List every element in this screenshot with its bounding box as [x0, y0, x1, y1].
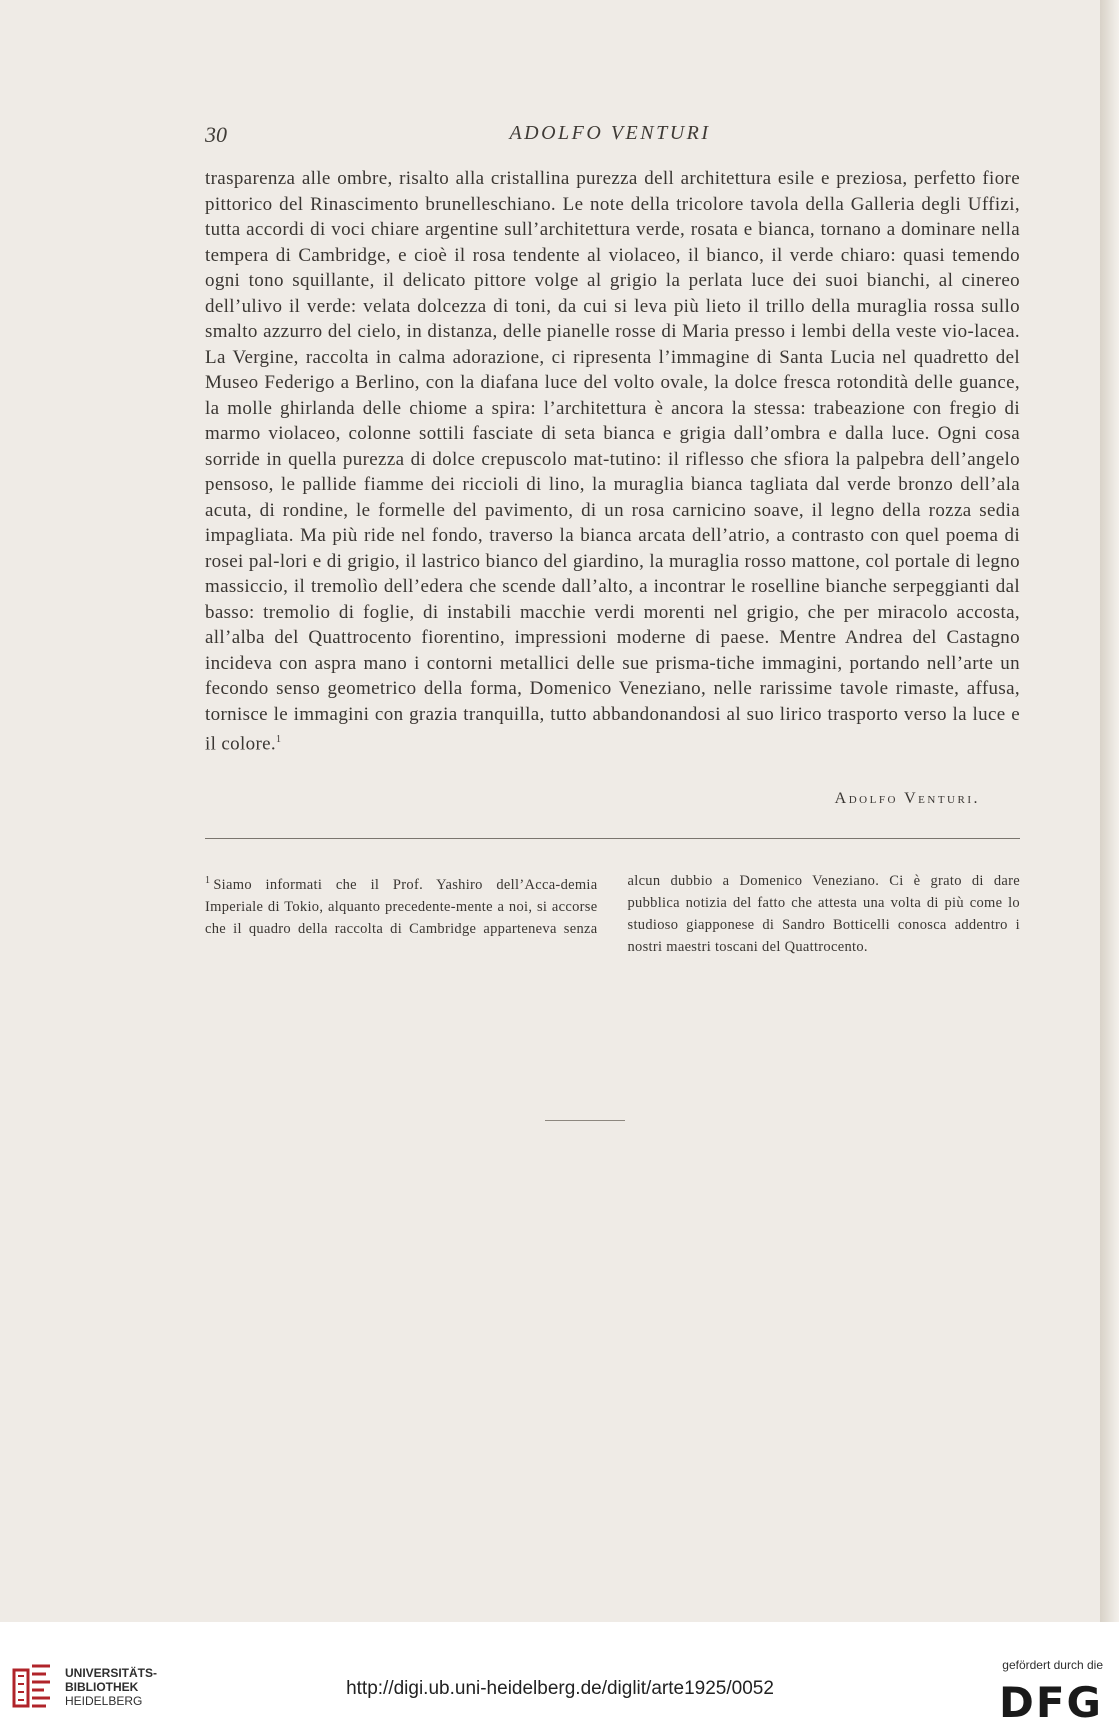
- page-edge: [1100, 0, 1119, 1622]
- dfg-logo: DFG: [998, 1678, 1103, 1727]
- end-rule: [545, 1120, 625, 1121]
- digitization-footer: [0, 1622, 1119, 1732]
- page-number: 30: [205, 122, 227, 147]
- library-name-line-3: HEIDELBERG: [65, 1694, 143, 1708]
- paragraph-text: trasparenza alle ombre, risalto alla cristallina purezza dell architettura esile e preziosa, perfetto fiore pittorico del Rinascimento brunelleschiano. Le note della tricolore tavola della Galleria degli Uffizi, tutta accordi di voci chiare argentine sull’architettura verde, rosata e bianca, tornano a dominare nella tempera di Cambridge, e cioè il rosa tendente al violaceo, il bianco, il verde chiaro: quasi temendo ogni tono squillante, il delicato pittore volge al grigio la perlata luce dei suoi bianchi, al cinereo dell’ulivo il verde: velata dolcezza di toni, da cui si leva più lieto il trillo della muraglia rossa sullo smalto azzurro del cielo, in distanza, delle pianelle rosse di Maria presso i lembi della veste vio-lacea. La Vergine, raccolta in calma adorazione, ci ripresenta l’immagine di Santa Lucia nel quadretto del Museo Federigo a Berlino, con la diafana luce del volto ovale, la dolce fresca rotondità delle guance, la molle ghirlanda delle chiome a spira: l’architettura è ancora la stessa: trabeazione con fregio di marmo violaceo, colonne sottili fasciate di seta bianca e grigia dall’ombra e dalla luce. Ogni cosa sorride in quella purezza di dolce crepuscolo mat-tutino: il riflesso che sfiora la palpebra dell’angelo pensoso, le pallide fiamme dei riccioli di lino, la muraglia bianca tagliata dal verde bronzo dell’ala acuta, di rondine, le formelle del pavimento, di un rosa carnicino soave, il legno della rozza sedia impagliata. Ma più ride nel fondo, traverso la bianca arcata dell’atrio, a contrasto con quel poema di rosei pal-lori e di grigio, il lastrico bianco del giardino, la muraglia rosso mattone, col portale di legno massiccio, il tremolìo dell’edera che scende dall’alto, a incontrar le roselline bianche serpeggianti dal basso: tremolio di foglie, di instabili macchie verdi morenti nel grigio, che per miracolo accosta, all’alba del Quattrocento fiorentino, impressioni moderne di paese. Mentre Andrea del Castagno incideva con aspra mano i contorni metallici delle sue prisma-tiche immagini, portando nell’arte un fecondo senso geometrico della forma, Domenico Veneziano, nelle rarissime tavole rimaste, affusa, tornisce le immagini con grazia tranquilla, tutto abbandonandosi al suo lirico trasporto verso la luce e il colore.: [205, 168, 1020, 755]
- footnotes: [205, 870, 1020, 958]
- running-head: [205, 122, 1015, 152]
- library-name-line-2: BIBLIOTHEK: [65, 1680, 139, 1694]
- library-name: [65, 1666, 157, 1708]
- author-signature: Adolfo Venturi.: [834, 790, 980, 807]
- library-name-line-1: UNIVERSITÄTS-: [65, 1666, 158, 1680]
- body-text: [205, 166, 1020, 757]
- footnote-reference: 1: [276, 734, 282, 745]
- footnote-mark: 1: [205, 875, 211, 886]
- digital-copy-link[interactable]: http://digi.ub.uni-heidelberg.de/diglit/arte1925/0052: [346, 1678, 774, 1699]
- body-paragraph: [205, 166, 1020, 757]
- university-library-logo-icon: [10, 1662, 58, 1714]
- footnote-1: [205, 870, 1020, 958]
- footnote-text: Siamo informati che il Prof. Yashiro dell’Acca-demia Imperiale di Tokio, alquanto precedente-mente a noi, si accorse che il quadro della raccolta di Cambridge apparteneva senza alcun dubbio a Domenico Veneziano. Ci è grato di dare pubblica notizia del fatto che attesta una volta di più come lo studioso giapponese di Sandro Botticelli conosca addentro i nostri maestri toscani del Quattrocento.: [205, 873, 1020, 955]
- funded-by-label: gefördert durch die: [1002, 1658, 1103, 1672]
- footnote-divider: [205, 838, 1020, 839]
- running-title: ADOLFO VENTURI: [509, 122, 711, 144]
